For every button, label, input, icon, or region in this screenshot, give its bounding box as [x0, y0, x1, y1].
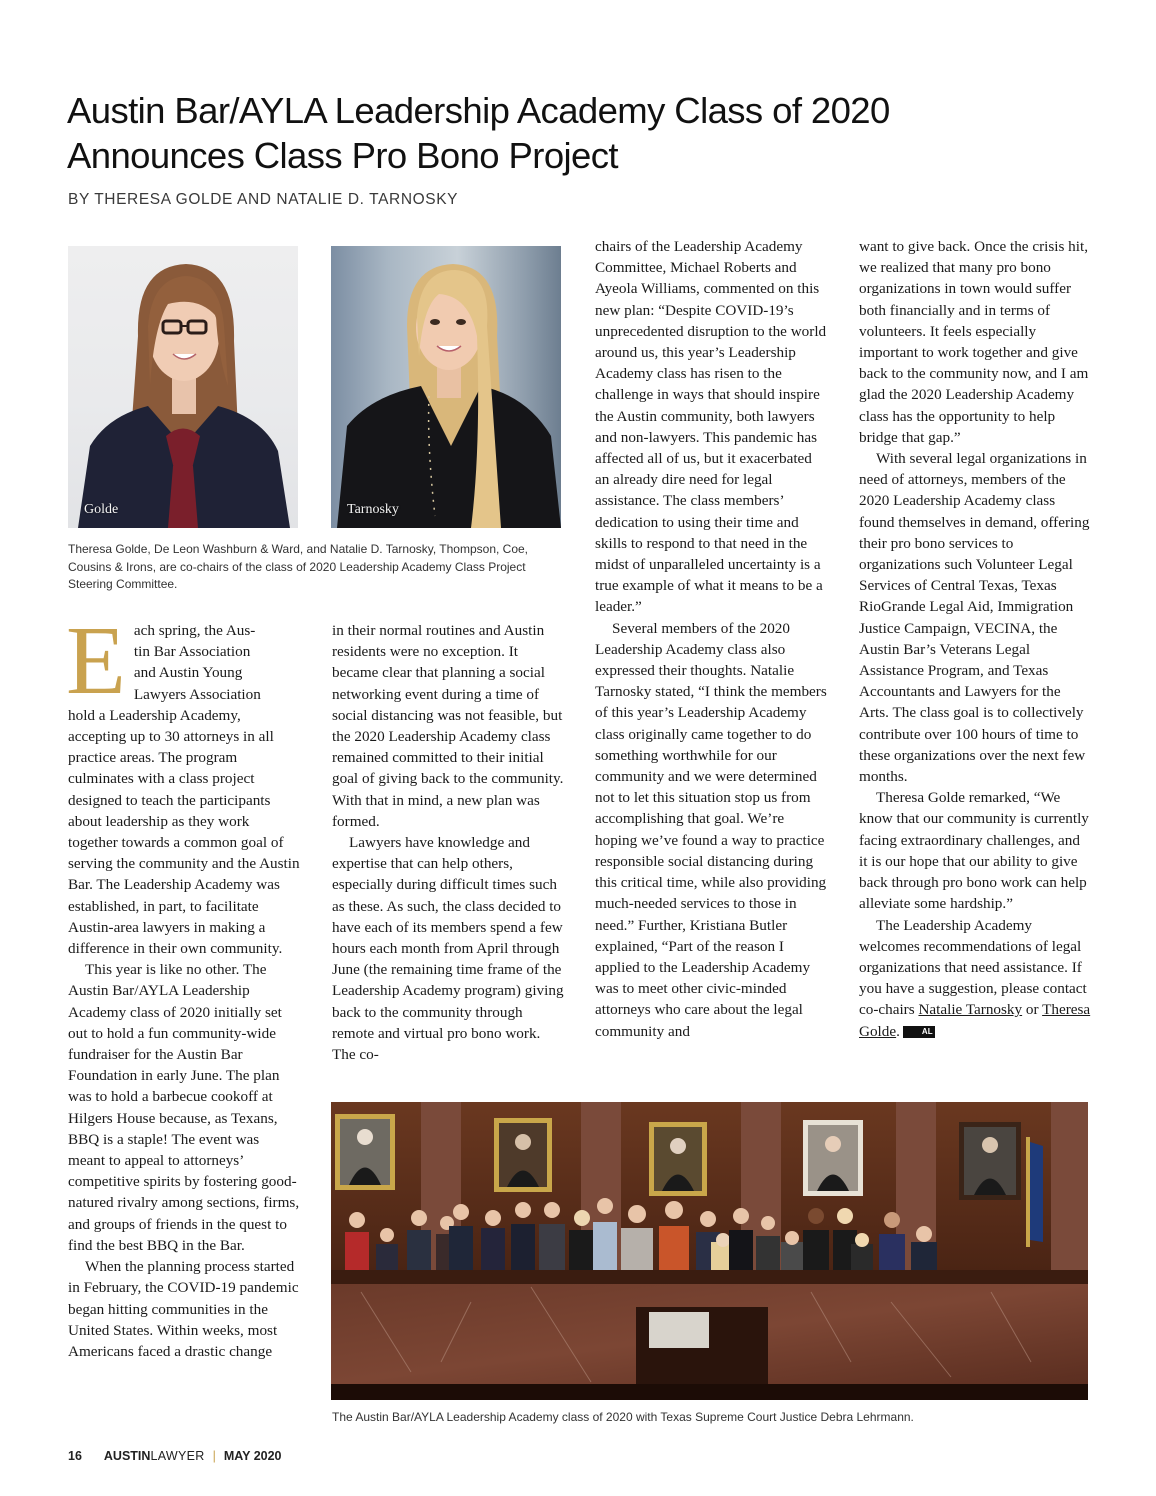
article-title: [67, 88, 967, 178]
group-photo-caption: The Austin Bar/AYLA Leadership Academy class of 2020 with Texas Supreme Court Justice Debra Lehrmann.: [332, 1410, 914, 1424]
paragraph-1: [66, 607, 300, 959]
paragraph-7: Theresa Golde remarked, “We know that our community is currently facing extraordinary challenges, and it is our hope that our ability to give back through pro bono work can help alleviate some hardship.”: [859, 789, 1089, 913]
paragraph-8-or: or: [1022, 1001, 1043, 1019]
page-number: 16: [68, 1449, 82, 1463]
paragraph-4-start: Lawyers have knowledge and expertise that can help others, especially during difficult times such as these. As such, the class decided to have each of its members spend a few hours each month from April through June (the remaining time frame of the Leadership Academy program) giving back to the community through remote and virtual pro bono work. The co-: [332, 834, 564, 1064]
paragraph-3-cont: in their normal routines and Austin residents were no exception. It became clear that planning a social networking event during a time of social distancing was not feasible, but the 2020 Leadership Academy class remained committed to their initial goal of giving back to the community. With that in mind, a new plan was formed.: [332, 622, 564, 830]
drop-cap: E: [66, 607, 126, 715]
dropcap-line-1: ach spring, the Aus-: [133, 622, 256, 639]
tarnosky-photo: [331, 246, 561, 528]
byline: BY THERESA GOLDE AND NATALIE D. TARNOSKY: [68, 191, 459, 208]
link-theresa-golde[interactable]: Theresa Golde: [859, 1001, 1091, 1040]
golde-photo: [68, 246, 298, 528]
paragraph-8-period: .: [896, 1022, 900, 1040]
paragraph-5-start: Several members of the 2020 Leadership Academy class also expressed their thoughts. Natalie Tarnosky stated, “I think the members of this year’s Leadership Academy class originally came together to do something worthwhile for our community and we were determined not to let this situation stop us from accomplishing that goal. We’re hoping we’ve found a way to practice responsible social distancing during this critical time, while also providing much-needed services to those in need.” Further, Kristiana Butler explained, “Part of the reason I applied to the Leadership Academy was to meet other civic-minded attorneys who care about the legal community and: [595, 619, 827, 1040]
article-column-1: [66, 607, 300, 1362]
paragraph-2: This year is like no other. The Austin Bar/AYLA Leadership Academy class of 2020 initially set out to hold a fun community-wide fundraiser for the Austin Bar Foundation in early June. The plan was to hold a barbecue cookoff at Hilgers House because, as Texans, BBQ is a staple! The event was meant to appeal to attorneys’ competitive spirits by fostering good-natured rivalry among sections, firms, and groups of friends in the quest to find the best BBQ in the Bar.: [68, 961, 300, 1254]
issue-date: MAY 2020: [223, 1449, 282, 1463]
paragraph-5-cont: want to give back. Once the crisis hit, we realized that many pro bono organizations in town would suffer both financially and in terms of volunteers. It feels especially important to work together and give back to the community now, and I am glad the 2020 Leadership Academy class has the opportunity to help bridge that gap.”: [859, 238, 1089, 446]
end-mark-al-icon: AL: [903, 1026, 935, 1038]
tarnosky-portrait-illustration: [331, 246, 561, 528]
title-line-2: Announces Class Pro Bono Project: [67, 135, 618, 176]
article-column-2: [332, 620, 564, 1065]
paragraph-1-rest: hold a Leadership Academy, accepting up to 30 attorneys in all practice areas. The program culminates with a class project designed to teach the participants about leadership as they work together towards a common goal of serving the community and the Austin Bar. The Leadership Academy was established, in part, to facilitate Austin-area lawyers in making a difference in their own community.: [68, 706, 300, 958]
dropcap-line-2: tin Bar Association: [133, 643, 251, 661]
courtroom-group-illustration: [331, 1102, 1088, 1400]
group-photo: [331, 1102, 1088, 1400]
publication-name-light: LAWYER: [150, 1449, 205, 1463]
paragraph-4-cont: chairs of the Leadership Academy Committee, Michael Roberts and Ayeola Williams, commented on this new plan: “Despite COVID-19’s unprecedented disruption to the world around us, this year’s Leadership Academy class has risen to the challenge in ways that should inspire the Austin community, both lawyers and non-lawyers. This pandemic has affected all of us, but it exacerbated an already dire need for legal assistance. The class members’ dedication to using their time and skills to respond to that need in the midst of unparalleled uncertainty is a true example of what it means to be a leader.”: [595, 238, 827, 616]
paragraph-8: [859, 915, 1091, 1042]
paragraph-3-start: When the planning process started in February, the COVID-19 pandemic began hitting communities in the United States. Within weeks, most Americans faced a drastic change: [68, 1258, 299, 1360]
publication-name-bold: AUSTIN: [103, 1449, 151, 1463]
dropcap-line-4: Lawyers Association: [133, 685, 261, 703]
article-column-3: [595, 236, 827, 1042]
tarnosky-photo-label: Tarnosky: [347, 502, 399, 517]
page-footer: [68, 1449, 282, 1463]
paragraph-6: With several legal organizations in need of attorneys, members of the 2020 Leadership Academy class found themselves in demand, offering their pro bono services to organizations such Volunteer Legal Services of Central Texas, Texas RioGrande Legal Aid, Immigration Justice Campaign, VECINA, the Austin Bar’s Veterans Legal Assistance Program, and Texas Accountants and Lawyers for the Arts. The class goal is to collectively contribute over 100 hours of time to these organizations over the next few months.: [859, 450, 1090, 786]
title-line-1: Austin Bar/AYLA Leadership Academy Class of 2020: [67, 90, 890, 131]
photo-caption: Theresa Golde, De Leon Washburn & Ward, and Natalie D. Tarnosky, Thompson, Coe, Cousins & Irons, are co-chairs of the class of 2020 Leadership Academy Class Project Steering Committee.: [68, 542, 529, 591]
golde-portrait-illustration: [68, 246, 298, 528]
link-natalie-tarnosky[interactable]: Natalie Tarnosky: [918, 1001, 1023, 1019]
golde-photo-label: Golde: [84, 502, 119, 517]
footer-separator: |: [212, 1449, 216, 1463]
paragraph-8-text: The Leadership Academy welcomes recommendations of legal organizations that need assistance. If you have a suggestion, please contact co-chairs: [859, 916, 1087, 1019]
dropcap-line-3: and Austin Young: [133, 664, 243, 682]
article-column-4: [859, 236, 1091, 1042]
